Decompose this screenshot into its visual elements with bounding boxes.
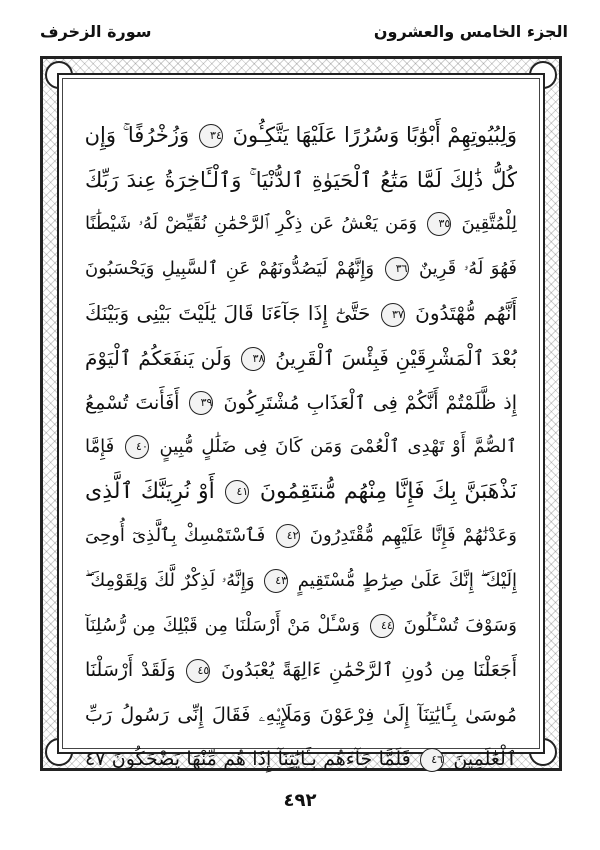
verse-line: بُعْدَ ٱلْمَشْرِقَيْنِ فَبِئْسَ ٱلْقَرِينُ ٣٨ وَلَن يَنفَعَكُمُ ٱلْيَوْمَ [85, 345, 517, 370]
verse-line: أَنَّهُم مُّهْتَدُونَ ٣٧ حَتَّىٰٓ إِذَا جَآءَنَا قَالَ يَٰلَيْتَ بَيْنِى وَبَيْنَكَ [85, 301, 517, 326]
ayah-marker: ٤٢ [276, 524, 300, 548]
ayah-marker: ٤٤ [370, 614, 394, 638]
verse-line: وَسَوْفَ تُسْـَٔلُونَ ٤٤ وَسْـَٔلْ مَنْ أَرْسَلْنَا مِن قَبْلِكَ مِن رُّسُلِنَآ [85, 614, 517, 636]
ayah-marker: ٣٧ [381, 303, 405, 327]
ayah-marker: ٣٩ [189, 391, 213, 415]
verse-line: ٱلصُّمَّ أَوْ تَهْدِى ٱلْعُمْىَ وَمَن كَانَ فِى ضَلَٰلٍ مُّبِينٍ ٤٠ فَإِمَّا [85, 436, 517, 458]
verse-line: كُلُّ ذَٰلِكَ لَمَّا مَتَٰعُ ٱلْحَيَوٰةِ ٱلدُّنْيَا ۚ وَٱلْـَٔاخِرَةُ عِندَ رَبِّكَ [85, 167, 517, 192]
ayah-marker: ٣٨ [241, 347, 265, 371]
verse-text-area [85, 113, 517, 782]
page-number: ٤٩٢ [283, 790, 317, 811]
verse-line: إِذ ظَّلَمْتُمْ أَنَّكُمْ فِى ٱلْعَذَابِ مُشْتَرِكُونَ ٣٩ أَفَأَنتَ تُسْمِعُ [85, 391, 517, 414]
verse-line: إِلَيْكَ ۖ إِنَّكَ عَلَىٰ صِرَٰطٍ مُّسْتَقِيمٍ ٤٣ وَإِنَّهُۥ لَذِكْرٌ لَّكَ وَلِقَوْمِكَ ۖ [85, 569, 517, 591]
surah-label: سورة الزخرف [40, 22, 152, 41]
verse-line: أَجَعَلْنَا مِن دُونِ ٱلرَّحْمَٰنِ ءَالِهَةً يُعْبَدُونَ ٤٥ وَلَقَدْ أَرْسَلْنَا [85, 659, 517, 682]
ornamental-border [40, 56, 562, 771]
ayah-marker: ٤١ [225, 480, 249, 504]
ayah-marker: ٤٥ [186, 659, 210, 683]
ayah-marker: ٤٠ [125, 435, 149, 459]
verse-line: وَلِبُيُوتِهِمْ أَبْوَٰبًا وَسُرُرًا عَلَيْهَا يَتَّكِـُٔونَ ٣٤ وَزُخْرُفًا ۚ وَإِن [85, 123, 517, 147]
verse-line: نَذْهَبَنَّ بِكَ فَإِنَّا مِنْهُم مُّنتَقِمُونَ ٤١ أَوْ نُرِيَنَّكَ ٱلَّذِى [85, 478, 517, 504]
ayah-marker: ٣٦ [385, 257, 409, 281]
verse-line: ٱلْعَٰلَمِينَ ٤٦ فَلَمَّا جَآءَهُم بِـَٔايَٰتِنَآ إِذَا هُم مِّنْهَا يَضْحَكُونَ ٤٧ [85, 748, 517, 771]
ayah-marker: ٤٦ [420, 748, 444, 772]
page-header [40, 22, 568, 50]
ayah-marker: ٤٣ [264, 569, 288, 593]
verse-line: وَعَدْنَٰهُمْ فَإِنَّا عَلَيْهِم مُّقْتَدِرُونَ ٤٢ فَٱسْتَمْسِكْ بِٱلَّذِىٓ أُوحِىَ [85, 525, 517, 547]
juz-label: الجزء الخامس والعشرون [373, 22, 568, 41]
verse-line: مُوسَىٰ بِـَٔايَٰتِنَآ إِلَىٰ فِرْعَوْنَ وَمَلَإِي۟هِۦ فَقَالَ إِنِّى رَسُولُ رَبِّ [85, 703, 517, 726]
text-panel [57, 73, 545, 771]
ayah-marker: ٣٤ [199, 124, 223, 148]
verse-line: فَهُوَ لَهُۥ قَرِينٌ ٣٦ وَإِنَّهُمْ لَيَصُدُّونَهُمْ عَنِ ٱلسَّبِيلِ وَيَحْسَبُونَ [85, 257, 517, 279]
ayah-marker: ٣٥ [427, 212, 451, 236]
verse-line: لِلْمُتَّقِينَ ٣٥ وَمَن يَعْشُ عَن ذِكْرِ ٱلرَّحْمَٰنِ نُقَيِّضْ لَهُۥ شَيْطَٰنًا [85, 213, 517, 235]
